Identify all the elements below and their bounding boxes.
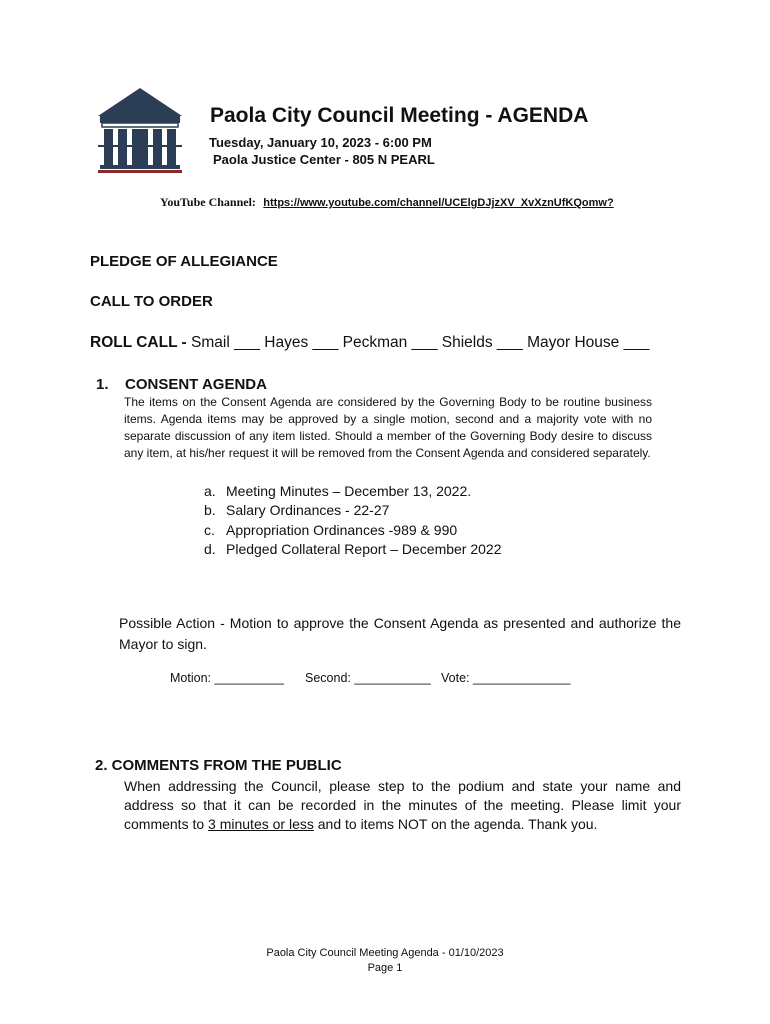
meeting-datetime: Tuesday, January 10, 2023 - 6:00 PM [209,135,432,150]
youtube-label: YouTube Channel: [160,195,256,209]
item-text: Appropriation Ordinances -989 & 990 [226,521,458,538]
call-to-order-heading: CALL TO ORDER [90,293,213,310]
public-text-before: When addressing the Council, please step to the podium and state your name and address so that it can be recorded in the minutes of the meeting. Please limit your comments to [124,778,681,832]
public-text-after: and to items NOT on the agenda. Thank you. [313,816,598,832]
list-item [204,482,502,501]
list-item [204,540,502,559]
consent-items [204,482,502,559]
footer-title: Paola City Council Meeting Agenda - 01/10/2023 [266,947,504,959]
second-line: Second: ___________ [305,671,431,685]
consent-number: 1. [96,376,109,393]
roll-call [90,334,649,352]
possible-action: Possible Action - Motion to approve the Consent Agenda as presented and authorize the Mayor to sign. [119,615,681,652]
item-letter: b. [204,502,216,519]
meeting-location: Paola Justice Center - 805 N PEARL [213,152,435,167]
consent-heading: CONSENT AGENDA [125,376,267,393]
item-letter: c. [204,521,215,538]
public-comments-text [124,777,681,834]
list-item [204,521,502,540]
roll-call-members: Smail ___ Hayes ___ Peckman ___ Shields ___ Mayor House ___ [191,334,650,351]
item-letter: d. [204,540,216,557]
city-hall-logo [98,88,182,174]
page-number: Page 1 [367,962,403,974]
vote-line: Vote: ______________ [441,671,571,685]
time-limit: 3 minutes or less [208,816,314,832]
item-text: Meeting Minutes – December 13, 2022. [226,483,472,499]
item-text: Pledged Collateral Report – December 2022 [226,540,502,557]
youtube-line [160,195,614,210]
consent-description: The items on the Consent Agenda are considered by the Governing Body to be routine business items. Agenda items may be approved by a single motion, second and a majority vote with no separate discussion of any item listed. Should a member of the Governing Body desire to discuss any item, at his/her request it will be removed from the Consent Agenda and considered separately. [124,395,652,460]
roll-call-label: ROLL CALL - [90,334,187,351]
list-item [204,501,502,520]
youtube-link[interactable]: https://www.youtube.com/channel/UCElgDJjzXV_XvXznUfKQomw? [263,197,614,209]
public-comments-heading: 2. COMMENTS FROM THE PUBLIC [95,757,342,774]
pledge-heading: PLEDGE OF ALLEGIANCE [90,253,278,270]
motion-line: Motion: __________ [170,671,284,685]
item-text: Salary Ordinances - 22-27 [226,502,390,519]
item-letter: a. [204,483,216,499]
page-title: Paola City Council Meeting - AGENDA [210,104,589,127]
